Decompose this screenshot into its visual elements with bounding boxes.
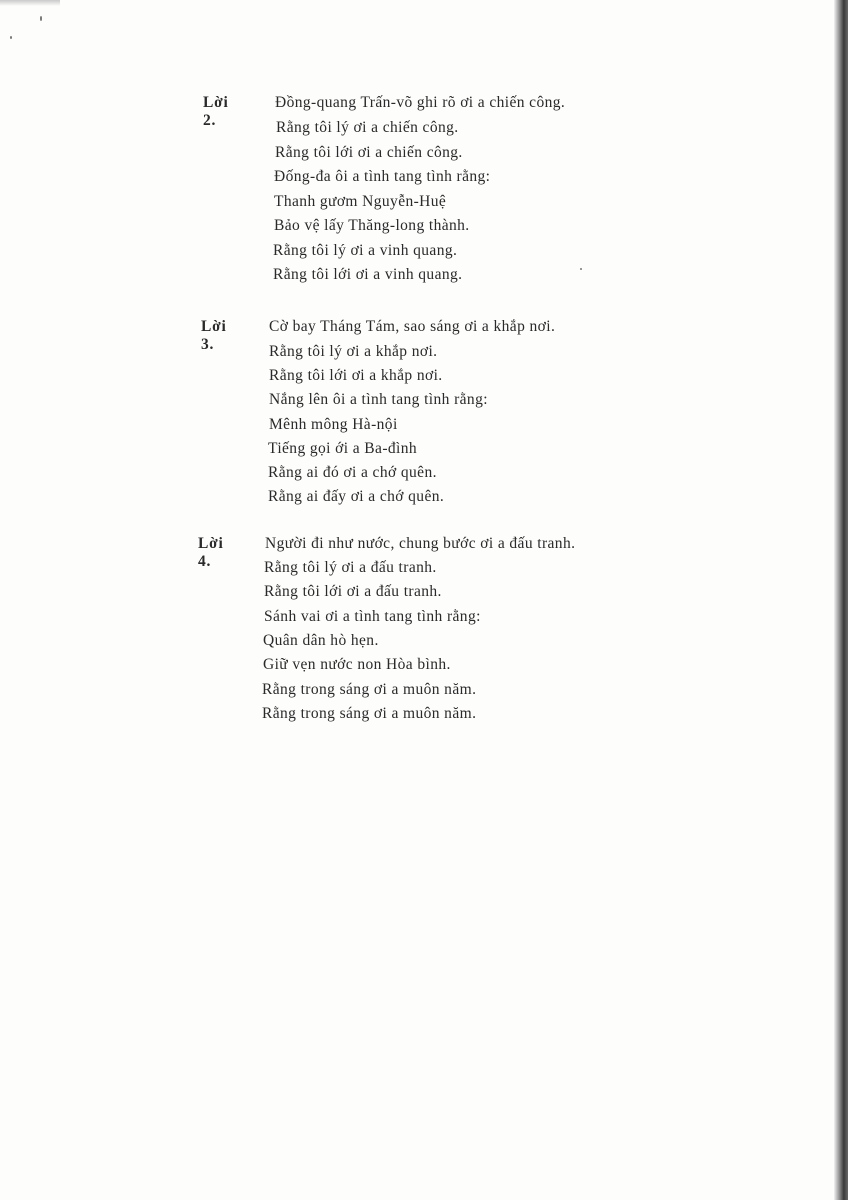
verse-line: Rằng tôi lới ơi a vinh quang. xyxy=(273,266,463,283)
verse-line: Rằng tôi lý ơi a đấu tranh. xyxy=(264,559,437,576)
verse-line: Sánh vai ơi a tình tang tình rằng: xyxy=(264,608,481,625)
verse-label: Lời 3. xyxy=(201,318,227,353)
verse-label: Lời 2. xyxy=(203,94,229,129)
verse-line: Đống-đa ôi a tình tang tình rằng: xyxy=(274,168,491,185)
verse-line: Giữ vẹn nước non Hòa bình. xyxy=(263,656,451,673)
verse-label: Lời 4. xyxy=(198,535,224,570)
verse-line: Nắng lên ôi a tình tang tình rằng: xyxy=(269,391,488,408)
verse-line: Rằng tôi lới ơi a chiến công. xyxy=(275,144,463,161)
scan-speck xyxy=(580,268,582,270)
verse-line: Rằng tôi lý ơi a khắp nơi. xyxy=(269,343,438,360)
verse-line: Rằng tôi lới ơi a khắp nơi. xyxy=(269,367,443,384)
verse-line: Rằng tôi lý ơi a chiến công. xyxy=(276,119,459,136)
verse-line: Người đi như nước, chung bước ơi a đấu tranh. xyxy=(265,535,576,552)
verse-line: Rằng trong sáng ơi a muôn năm. xyxy=(262,705,477,722)
verse-line: Rằng ai đó ơi a chớ quên. xyxy=(268,464,437,481)
scan-edge-right xyxy=(834,0,848,1200)
verse-line: Quân dân hò hẹn. xyxy=(263,632,379,649)
verse-line: Cờ bay Tháng Tám, sao sáng ơi a khắp nơi. xyxy=(269,318,556,335)
verse-line: Mênh mông Hà-nội xyxy=(269,416,398,433)
verse-line: Đồng-quang Trấn-võ ghi rõ ơi a chiến công. xyxy=(275,94,566,111)
scan-speck xyxy=(40,16,42,21)
scan-speck xyxy=(10,36,12,39)
verse-line: Rằng ai đấy ơi a chớ quên. xyxy=(268,488,445,505)
scan-edge-top xyxy=(0,0,60,6)
verse-line: Tiếng gọi ới a Ba-đình xyxy=(268,440,418,457)
verse-line: Bảo vệ lấy Thăng-long thành. xyxy=(274,217,470,234)
verse-line: Rằng tôi lới ơi a đấu tranh. xyxy=(264,583,442,600)
verse-line: Rằng tôi lý ơi a vinh quang. xyxy=(273,242,458,259)
verse-line: Thanh gươm Nguyễn-Huệ xyxy=(274,193,447,210)
verse-line: Rằng trong sáng ơi a muôn năm. xyxy=(262,681,477,698)
